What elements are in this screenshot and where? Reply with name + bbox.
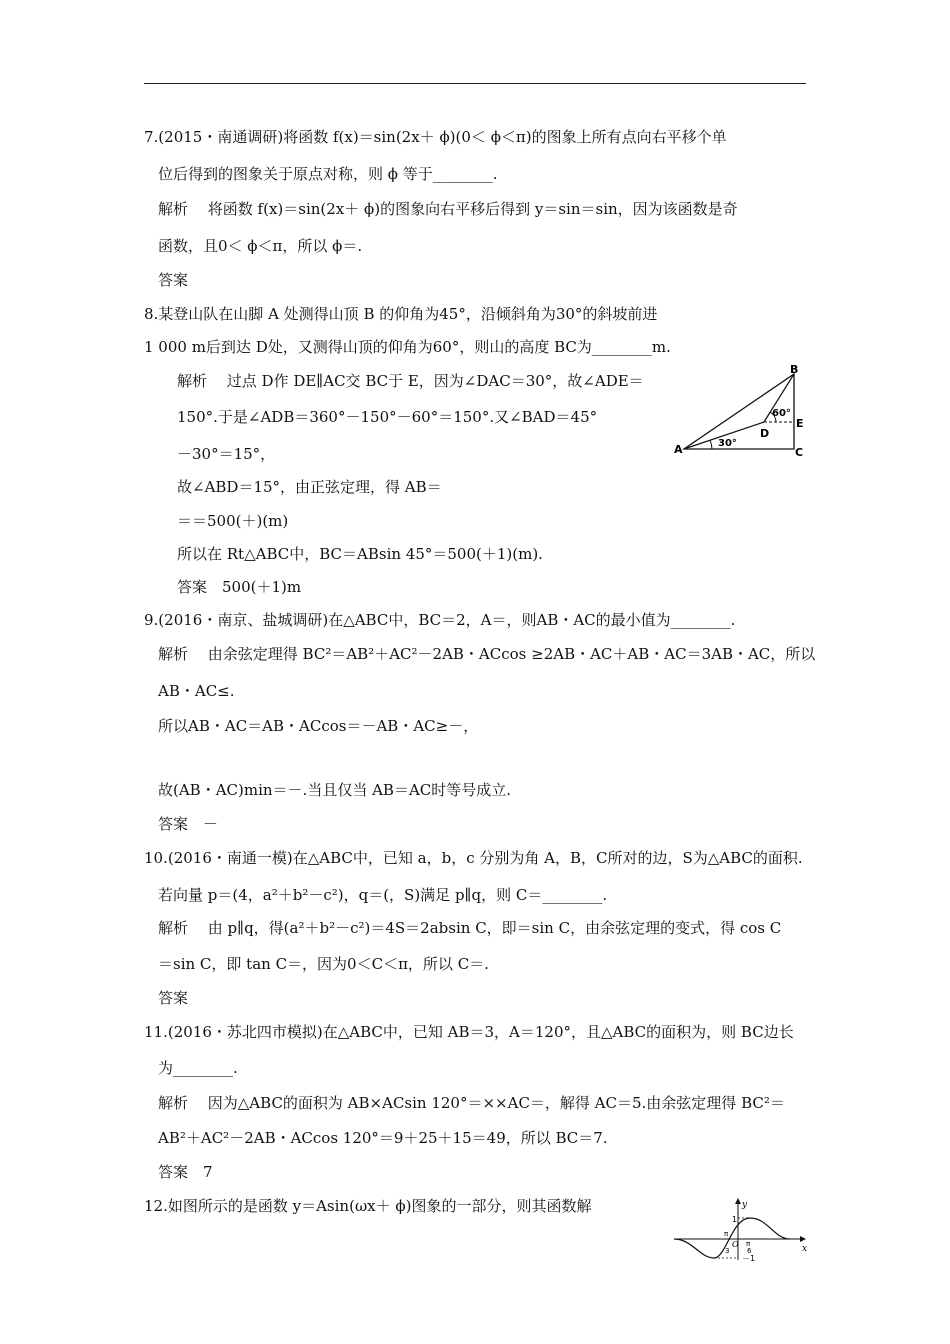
label-a: A <box>674 443 683 456</box>
text-line-l25: 答案 <box>158 989 189 1007</box>
text-line-l31: 12.如图所示的是函数 y＝Asin(ωx＋ ϕ)图象的一部分，则其函数解 <box>144 1197 592 1215</box>
label-y: y <box>742 1200 748 1210</box>
text-line-l27: 为________. <box>158 1059 238 1077</box>
text-line-l24: ＝sin C，即 tan C＝，因为0＜C＜π，所以 C＝. <box>158 955 489 973</box>
text-line-l2: 位后得到的图象关于原点对称，则 ϕ 等于________. <box>158 165 498 183</box>
text-line-l9: 150°.于是∠ADB＝360°－150°－60°＝150°.又∠BAD＝45° <box>177 408 598 426</box>
label-30deg: 30° <box>718 438 737 449</box>
label-neg-pi: π <box>724 1230 729 1238</box>
text-line-l3: 解析 将函数 f(x)＝sin(2x＋ ϕ)的图象向右平移后得到 y＝sin＝sin，因为该函数是奇 <box>158 200 738 218</box>
text-line-l15: 9.(2016・南京、盐城调研)在△ABC中，BC＝2，A＝，则AB・AC的最小值为________. <box>144 611 736 629</box>
text-line-l21: 10.(2016・南通一模)在△ABC中，已知 a，b，c 分别为角 A，B，C所对的边，S为△ABC的面积. <box>144 849 803 867</box>
text-line-l8: 解析 过点 D作 DE∥AC交 BC于 E，因为∠DAC＝30°，故∠ADE＝ <box>177 372 644 390</box>
text-line-l5: 答案 <box>158 271 189 289</box>
text-line-l7: 1 000 m后到达 D处，又测得山顶的仰角为60°，则山的高度 BC为________m. <box>144 338 671 356</box>
text-line-l22: 若向量 p＝(4，a²＋b²－c²)，q＝(，S)满足 p∥q，则 C＝________. <box>158 886 608 904</box>
text-line-l6: 8.某登山队在山脚 A 处测得山顶 B 的仰角为45°，沿倾斜角为30°的斜坡前进 <box>144 305 658 323</box>
sine-curve <box>674 1218 790 1258</box>
text-line-l13: 所以在 Rt△ABC中，BC＝ABsin 45°＝500(＋1)(m). <box>177 545 543 563</box>
label-origin: O <box>732 1240 739 1249</box>
text-line-l20: 答案 － <box>158 815 219 833</box>
text-line-l4: 函数，且0＜ ϕ＜π，所以 ϕ＝. <box>158 237 363 255</box>
text-line-l29: AB²＋AC²－2AB・ACcos 120°＝9＋25＋15＝49，所以 BC＝7. <box>158 1129 608 1147</box>
text-line-l1: 7.(2015・南通调研)将函数 f(x)＝sin(2x＋ ϕ)(0＜ ϕ＜π)的图象上所有点向右平移个单 <box>144 128 727 146</box>
text-line-l19: 故(AB・AC)min＝－.当且仅当 AB＝AC时等号成立. <box>158 781 512 799</box>
label-pi: π <box>746 1240 751 1248</box>
label-d: D <box>760 427 770 440</box>
text-line-l23: 解析 由 p∥q，得(a²＋b²－c²)＝4S＝2absin C，即＝sin C，由余弦定理的变式，得 cos C <box>158 919 782 937</box>
text-line-l11: 故∠ABD＝15°，由正弦定理，得 AB＝ <box>177 478 442 496</box>
label-c: C <box>795 446 804 459</box>
text-line-l18: 所以AB・AC＝AB・ACcos＝－AB・AC≥－， <box>158 717 479 735</box>
text-line-l30: 答案 7 <box>158 1163 213 1181</box>
text-line-l17: AB・AC≤. <box>158 682 235 700</box>
sine-graph-figure <box>672 1198 810 1262</box>
label-x: x <box>802 1244 808 1254</box>
text-line-l28: 解析 因为△ABC的面积为 AB×ACsin 120°＝××AC＝，解得 AC＝5.由余弦定理得 BC²＝ <box>158 1094 785 1112</box>
text-line-l12: ＝＝500(＋)(m) <box>177 512 289 530</box>
label-60deg: 60° <box>772 408 791 419</box>
x-axis-arrow <box>800 1236 806 1242</box>
label-e: E <box>796 417 804 430</box>
label-neg-one: －1 <box>742 1254 756 1262</box>
text-line-l10: －30°＝15°， <box>177 445 276 463</box>
text-line-l26: 11.(2016・苏北四市模拟)在△ABC中，已知 AB＝3，A＝120°，且△ABC的面积为，则 BC边长 <box>144 1023 794 1041</box>
triangle-figure <box>672 364 810 460</box>
text-line-l16: 解析 由余弦定理得 BC²＝AB²＋AC²－2AB・ACcos ≥2AB・AC＋AB・AC＝3AB・AC，所以 <box>158 645 816 663</box>
label-b: B <box>790 364 799 376</box>
angle-arc-30 <box>710 440 712 449</box>
y-axis-arrow <box>735 1198 741 1204</box>
label-one: 1 <box>732 1215 738 1224</box>
header-rule <box>144 83 806 84</box>
label-six: 6 <box>747 1247 752 1255</box>
label-three: 3 <box>725 1247 730 1255</box>
text-line-l14: 答案 500(＋1)m <box>177 578 302 596</box>
